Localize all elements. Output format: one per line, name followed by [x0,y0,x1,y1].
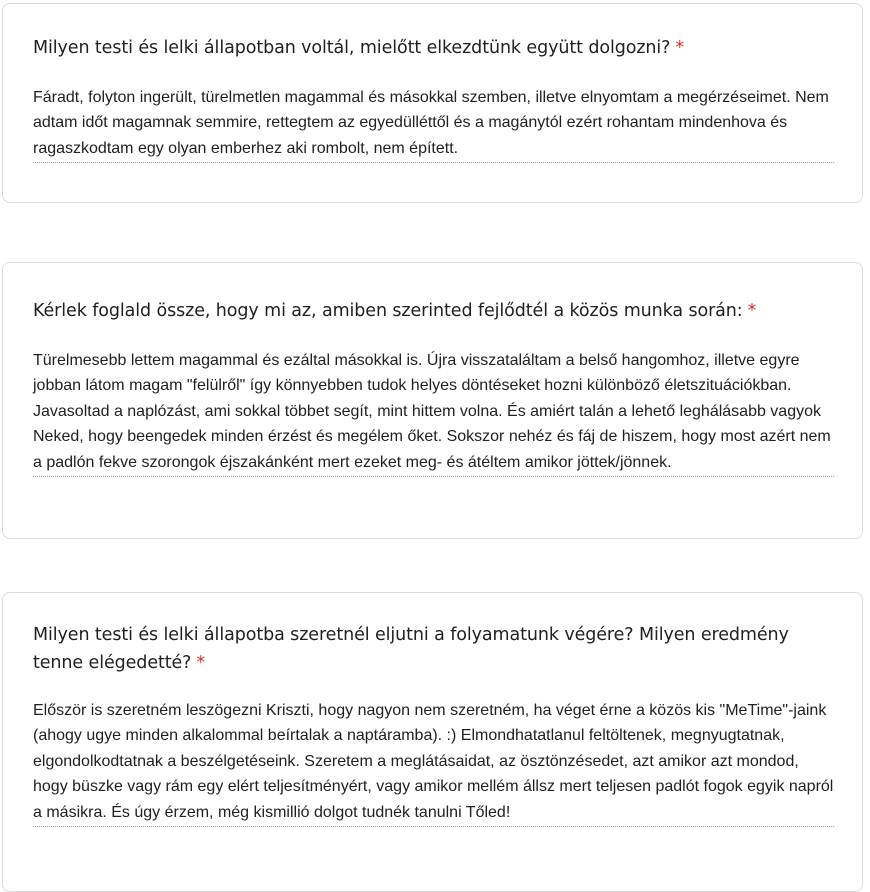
question-title [33,621,834,677]
required-asterisk: * [196,653,206,673]
answer-text: Először is szeretném leszögezni Kriszti, hogy nagyon nem szeretném, ha véget érne a közös kis "MeTime"-jaink (ahogy ugye minden alkalommal beírtalak a naptáramba). :) Elmondhatatlanul feltöltenek, megnyugtatnak, elgondolkodtatnak a beszélgetéseink. Szeretem a meglátásaidat, az ösztönzésedet, azt amikor azt mondod, hogy büszke vagy rám egy elért teljesítményért, vagy amikor mellém állsz mert teljesen padlót fogok egyik napról a másikra. És úgy érzem, még kismillió dolgot tudnék tanulni Tőled! [33,698,834,827]
required-asterisk: * [747,301,757,321]
question-title [33,297,834,325]
answer-text: Fáradt, folyton ingerült, türelmetlen magammal és másokkal szemben, illetve elnyomtam a megérzéseimet. Nem adtam időt magamnak semmire, rettegtem az egyedülléttől és a magánytól ezért rohantam mindenhova és ragaszkodtam egy olyan emberhez aki rombolt, nem épített. [33,85,834,163]
question-card-1 [2,3,863,203]
answer-text: Türelmesebb lettem magammal és ezáltal másokkal is. Újra visszataláltam a belső hangomhoz, illetve egyre jobban látom magam "felülről" így könnyebben tudok helyes döntéseket hozni különböző életszituációkban. Javasoltad a naplózást, ami sokkal többet segít, mint hittem volna. És amiért talán a lehető leghálásabb vagyok Neked, hogy beengedek minden érzést és megélem őket. Sokszor nehéz és fáj de hiszem, hogy most azért nem a padlón fekve szorongok éjszakánként mert ezeket meg- és átéltem amikor jöttek/jönnek. [33,348,834,477]
question-title [33,34,834,62]
question-card-2 [2,262,863,539]
question-text: Milyen testi és lelki állapotban voltál, mielőtt elkezdtünk együtt dolgozni? [33,38,671,58]
question-text: Milyen testi és lelki állapotba szeretnél eljutni a folyamatunk végére? Milyen eredmény tenne elégedetté? [33,625,789,673]
question-card-3 [2,592,863,892]
question-text: Kérlek foglald össze, hogy mi az, amiben szerinted fejlődtél a közös munka során: [33,301,743,321]
required-asterisk: * [675,38,685,58]
